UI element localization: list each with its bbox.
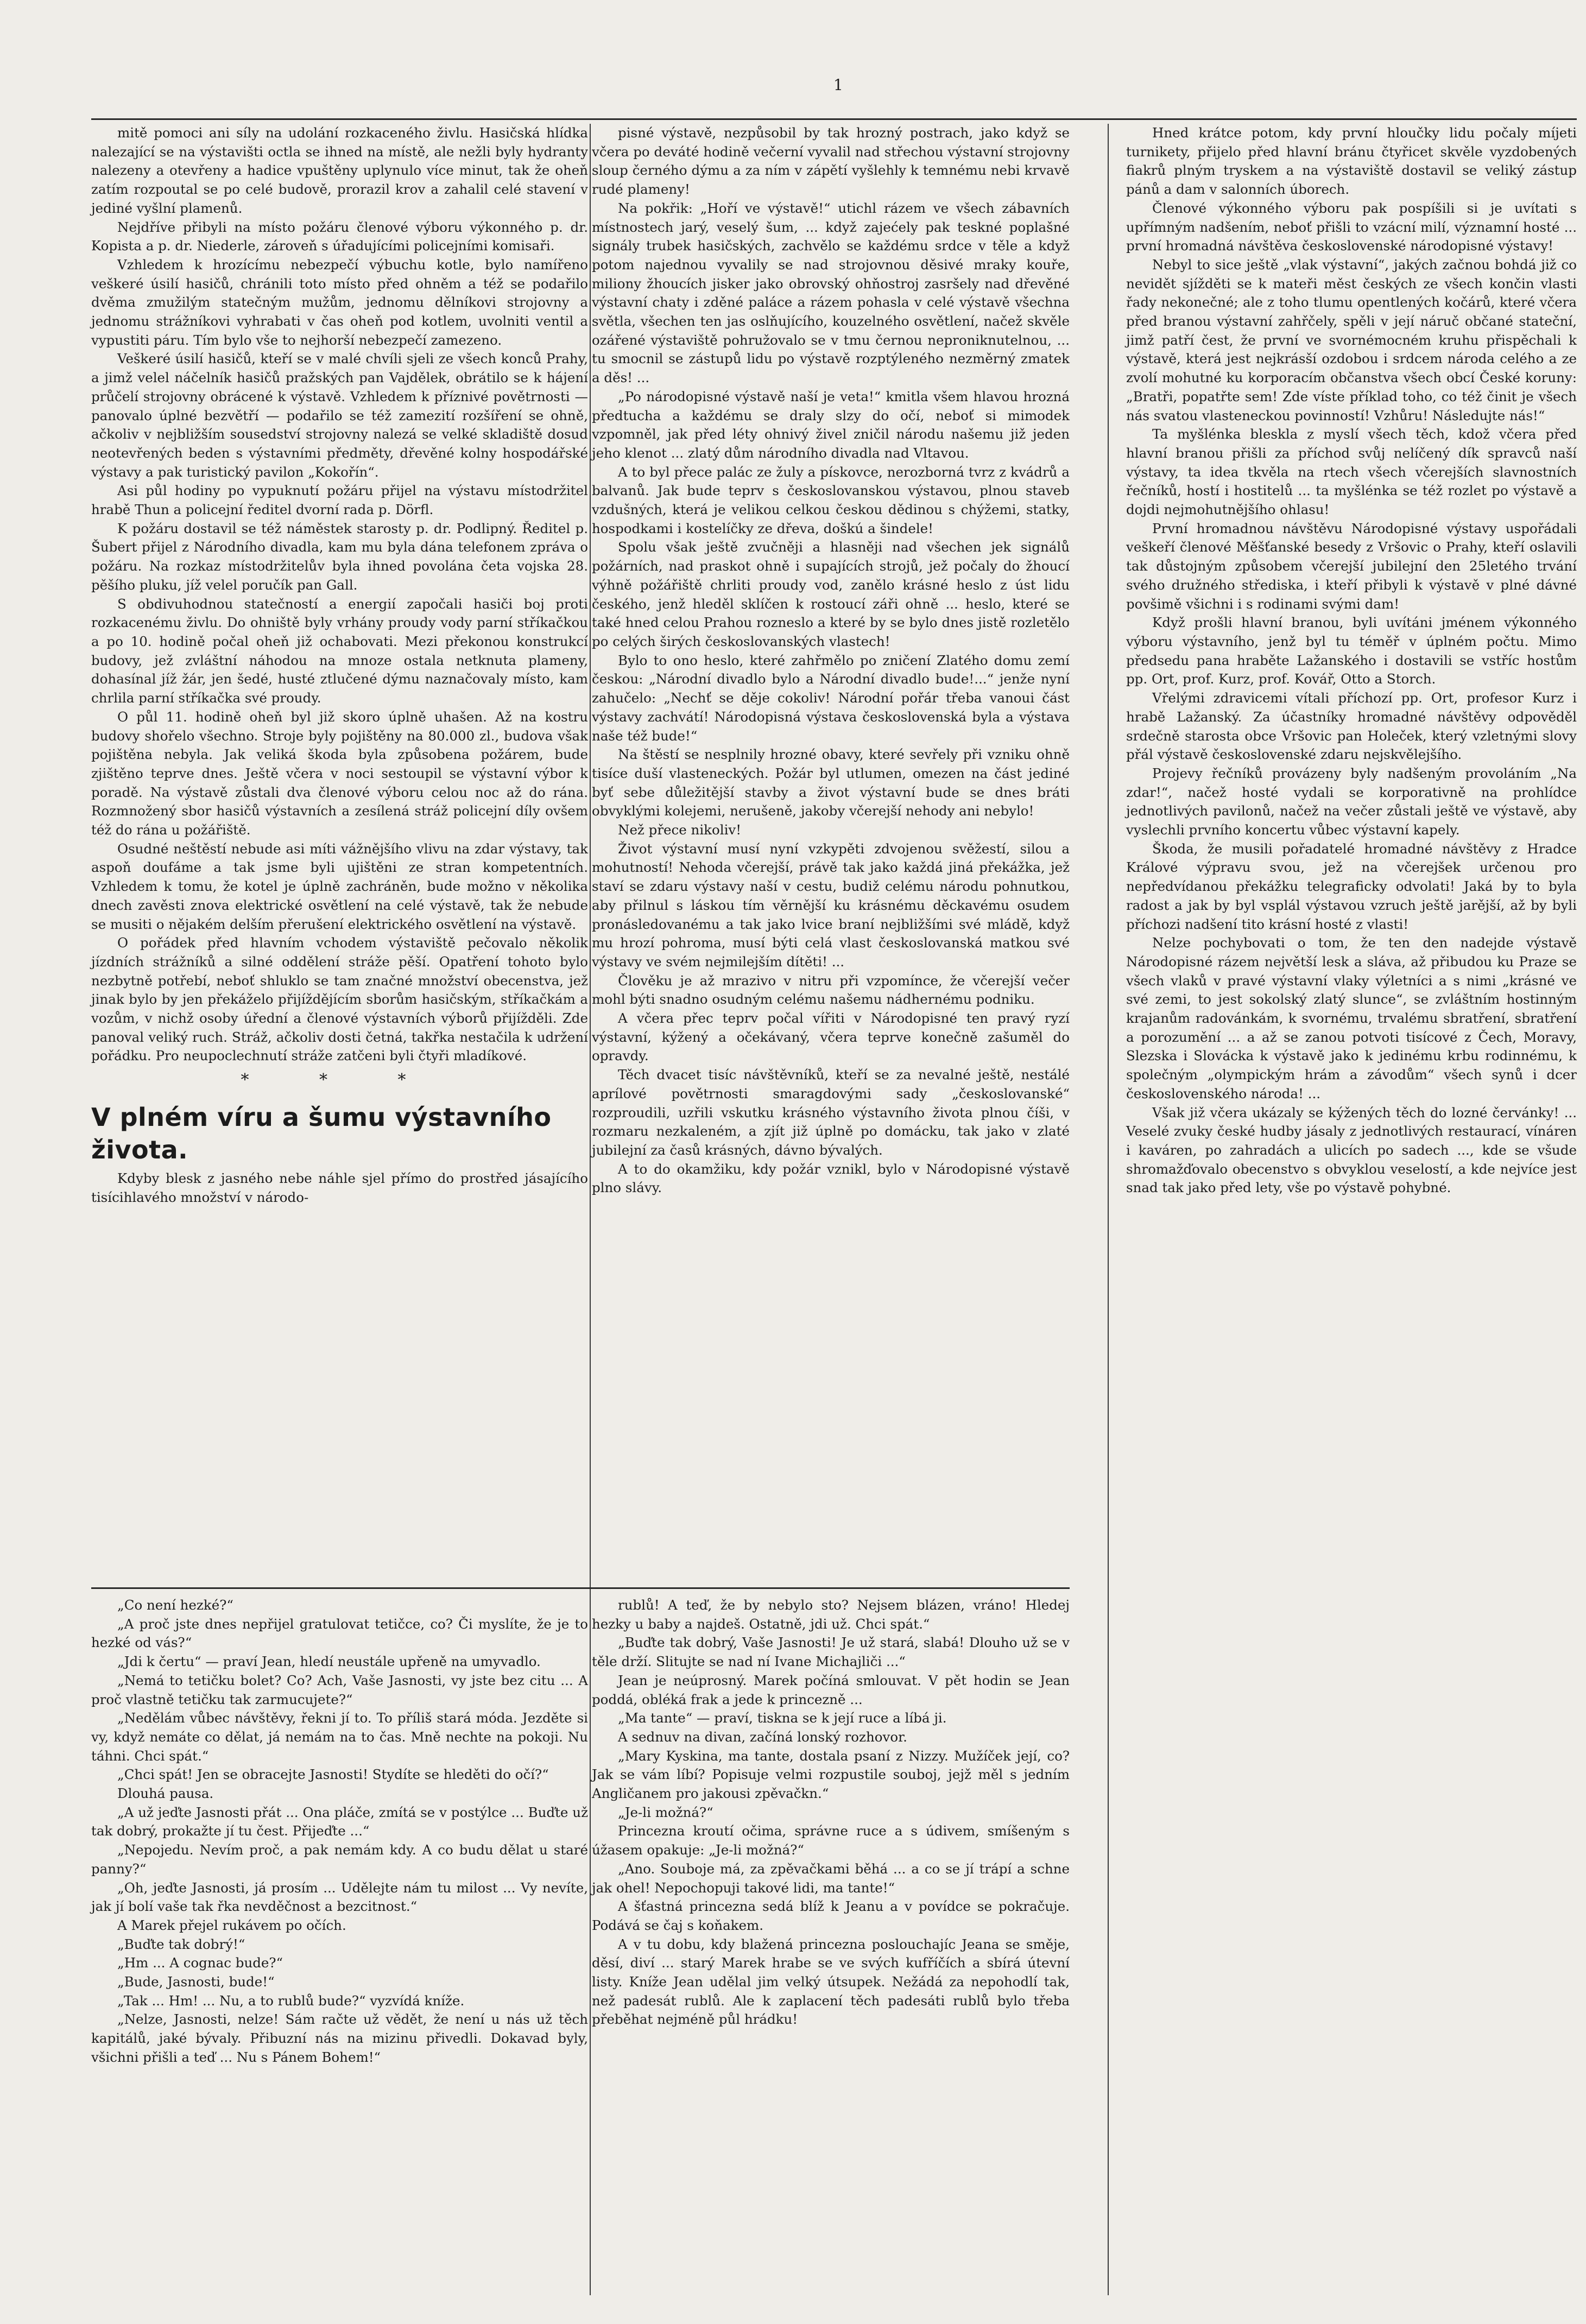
paragraph: A to byl přece palác ze žuly a pískovce, nerozborná tvrz z kvádrů a balvanů. Jak bude teprv s českoslovanskou výstavou, plnou staveb vzdušných, která je velikou celkou českou dědinou s chýžemi, statky, hospodkami i kostelíčky ze dřeva, doškú a šindele!	[592, 464, 1070, 536]
paragraph: „Po národopisné výstavě naší je veta!“ kmitla všem hlavou hrozná předtucha a každému se draly slzy do očí, neboť si mimodek vzpomněl, jak před léty ohnivý živel zničil národu našemu již jeden jeho klenot ... zlatý dům národního divadla nad Vltavou.	[592, 388, 1070, 461]
paragraph: O pořádek před hlavním vchodem výstaviště pečovalo několik jízdních strážníků a silné oddělení stráže pěší. Opatření tohoto bylo nezbytně potřebí, neboť shluklo se tam značné množství obecenstva, jež jinak bylo by jen překáželo přijíždějícím sborům hasičským, stříkačkám a vozům, v nichž osoby úřední a členové výstavních výborů přijížděli. Zde panoval veliký ruch. Stráž, ačkoliv dosti četná, takřka nestačila k udržení pořádku. Pro neupoclechnutí stráže zatčeni byli čtyři mladíkové.	[91, 935, 588, 1064]
column-rule-2	[1108, 124, 1109, 2295]
paragraph: Kdyby blesk z jasného nebe náhle sjel přímo do prostřed jásajícího tisícihlavého množství v národo-	[91, 1170, 588, 1205]
paragraph: „A proč jste dnes nepřijel gratulovat tetičce, co? Či myslíte, že je to hezké od vás?“	[91, 1616, 588, 1651]
paragraph: „Mary Kyskina, ma tante, dostala psaní z Nizzy. Mužíček její, co? Jak se vám líbí? Popisuje velmi rozpustile souboj, jejž měl s jedním Angličanem pro jakousi zpěvačkn.“	[592, 1747, 1070, 1802]
paragraph: Těch dvacet tisíc návštěvníků, kteří se za nevalné ještě, nestálé aprílové povětrnosti smaragdovými sady „českoslovanské“ rozproudili, uzřili vskutku krásného výstavního života plnou číši, v rozmaru nezkaleném, a zjít již úplně po domácku, tak jako v zlaté jubilejní za časů krásných, dávno bývalých.	[592, 1067, 1070, 1158]
paragraph: „A už jeďte Jasnosti přát ... Ona pláče, zmítá se v postýlce ... Buďte už tak dobrý, prokažte jí tu čest. Přijeďte ...“	[91, 1804, 588, 1839]
paragraph: „Co není hezké?“	[117, 1597, 233, 1613]
paragraph: Na pokřik: „Hoří ve výstavě!“ utichl rázem ve všech zábavních místnostech jarý, veselý šum, ... když zajećely pak teskné poplašné signály trubek hasičských, zachvělo se každému srdce v těle a když potom najednou vyvalily se nad strojovnou děsivé mraky kouře, miliony žhoucích jisker jako obrovský ohňostroj zasršely nad dřevěné výstavní chaty i zděné paláce a rázem pohasla v celé výstavě všechna světla, všechen ten jas oslňujícího, kouzelného osvětlení, načež skvěle ozářené výstaviště pohružovalo se v tmu černou neproniknutelnou, ... tu smocnil se zástupů lidu po výstavě rozptýleného nezměrný zmatek a děs! ...	[592, 200, 1070, 386]
paragraph: Spolu však ještě zvučněji a hlasněji nad všechen jek signálů požárních, nad praskot ohně i supajících strojů, jež počaly do žhoucí výhně požářiště chrliti proudy vod, zanělo krásné heslo z úst lidu českého, jenž hleděl sklíčen k rostoucí záři ohně ... heslo, které se také hned celou Prahou rozneslo a které by se bylo dnes jistě rozletělo po celých širých českoslovanských vlastech!	[592, 539, 1070, 649]
paragraph: „Hm ... A cognac bude?“	[117, 1955, 283, 1971]
paragraph: Veškeré úsilí hasičů, kteří se v malé chvíli sjeli ze všech konců Prahy, a jimž velel náčelník hasičů pražských pan Vajdělek, obrátilo se k hájení průčelí strojovny obrácené k výstavě. Vzhledem k příznivé povětrnosti — panovalo úplné bezvětří — podařilo se též zamezití rozšíření se ohně, ačkoliv v nejbližším sousedství strojovny nalezá se velké skladiště dosud neotevřených beden s výstavními předměty, dřevěné kolny hospodářské výstavy a pak turistický pavilon „Kokořín“.	[91, 351, 588, 480]
paragraph: Dlouhá pausa.	[117, 1785, 214, 1802]
paragraph: „Jdi k čertu“ — praví Jean, hledí neustále upřeně na umyvadlo.	[117, 1654, 541, 1670]
paragraph: „Nelze, Jasnosti, nelze! Sám račte už vědět, že není u nás už těch kapitálů, jaké bývaly. Přibuzní nás na mizinu přivedli. Dokavad byly, všichni přišli a teď ... Nu s Pánem Bohem!“	[91, 2011, 588, 2065]
paragraph: rublů! A teď, že by nebylo sto? Nejsem blázen, vráno! Hledej hezky u baby a najdeš. Ostatně, jdi už. Chci spát.“	[592, 1597, 1070, 1632]
column-1	[91, 124, 588, 1207]
paragraph: Vřelými zdravicemi vítali příchozí pp. Ort, profesor Kurz i hrabě Lažanský. Za účastníky hromadné návštěvy odpověděl srdečně starosta obce Vršovic pan Holeček, který vzletnými slovy přál výstavě československé zdaru nejskvělejšího.	[1126, 690, 1577, 763]
paragraph: „Tak ... Hm! ... Nu, a to rublů bude?“ vyzvídá kníže.	[117, 1992, 465, 2009]
paragraph: „Nedělám vůbec návštěvy, řekni jí to. To příliš stará móda. Jezděte si vy, když nemáte co dělat, já nemám na to čas. Mně nechte na pokoji. Nu táhni. Chci spát.“	[91, 1710, 588, 1764]
paragraph: Když prošli hlavní branou, byli uvítáni jménem výkonného výboru výstavního, jenž byl tu téměř v úplném počtu. Mimo předsedu pana hraběte Lažanského i dostavili se vstříc hostům pp. Ort, prof. Kurz, prof. Kovář, Otto a Storch.	[1126, 615, 1577, 687]
paragraph: „Chci spát! Jen se obracejte Jasnosti! Stydíte se hleděti do očí?“	[117, 1766, 549, 1783]
feuilleton-rule	[91, 1587, 1070, 1589]
paragraph: „Oh, jeďte Jasnosti, já prosím ... Udělejte nám tu milost ... Vy nevíte, jak jí bolí vaše tak řka nevděčnost a bezcitnost.“	[91, 1879, 588, 1915]
paragraph: A sednuv na divan, začíná lonský rozhovor.	[618, 1728, 907, 1745]
paragraph: Ta myšlénka bleskla z myslí všech těch, kdož včera před hlavní branou přišli za příchod svůj nelíčený dík spravců naší výstavy, ta idea tkvěla na rtech všech včerejších slavnostních řečníků, hostí i hostitelů ... ta myšlénka se též rozlet po výstavě a dojdi nejmohutnějšího ohlasu!	[1126, 426, 1577, 518]
paragraph: První hromadnou návštěvu Národopisné výstavy uspořádali veškeří členové Měšťanské besedy z Vršovic o Prahy, kteří oslavili tak důstojným způsobem včerejší jubilejní den 25letého trvání svého družného střediska, i kteří přibyli k výstavě v plné dávné povšimě všichni i s rodinami svými dam!	[1126, 520, 1577, 612]
paragraph: „Nepojedu. Nevím proč, a pak nemám kdy. A co budu dělat u staré panny?“	[91, 1842, 588, 1877]
paragraph: Na štěstí se nesplnily hrozné obavy, které sevřely při vzniku ohně tisíce duší vlasteneckých. Požár byl utlumen, omezen na část jediné byť sebe důležitější stavby a život výstavní bude se dnes bráti obvyklými kolejemi, nerušeně, jakoby včerejší nehody ani nebylo!	[592, 746, 1070, 819]
top-rule	[91, 118, 1577, 120]
paragraph: Vzhledem k hrozícímu nebezpečí výbuchu kotle, bylo namířeno veškeré úsilí hasičů, chránili toto místo před ohněm a též se podařilo dvěma zmužilým statečným mužům, jednomu dělníkovi strojovny a jednomu strážníkovi vyhrabati v čas oheň pod kotlem, uvolniti ventil a vypustiti páru. Tím bylo vše to nejhorší nebezpečí zamezeno.	[91, 256, 588, 348]
paragraph: Škoda, že musili pořadatelé hromadné návštěvy z Hradce Králové výpravu svou, jež na včerejšek určenou pro nepředvídanou překážku telegraficky odvolati! Jaká by to byla radost a jak by byl vsplál výstavou vzruch ještě jarější, až by byli příchozi nadšení tito krásní hosté z vlasti!	[1126, 840, 1577, 932]
paragraph: „Ano. Souboje má, za zpěvačkami běhá ... a co se jí trápí a schne jak ohel! Nepochopuji takové lidi, ma tante!“	[592, 1860, 1070, 1896]
paragraph: Osudné neštěstí nebude asi míti vážnějšího vlivu na zdar výstavy, tak aspoň doufáme a tak jsme byli ujištěni ze stran kompetentních. Vzhledem k tomu, že kotel je úplně zachráněn, bude možno v několika dnech zavěsti znova elektrické osvětlení na celé výstavě, tak že nebude se musiti o nějakém delším přerušení elektrického osvětlení na výstavě.	[91, 840, 588, 932]
column-3	[1126, 124, 1577, 1198]
paragraph: pisné výstavě, nezpůsobil by tak hrozný postrach, jako když se včera po deváté hodině večerní vyvalil nad střechou výstavní strojovny sloup černého dýmu a za ním v zápětí vyšlehly k temnému nebi krvavě rudé plameny!	[592, 125, 1070, 198]
paragraph: Asi půl hodiny po vypuknutí požáru přijel na výstavu místodržitel hrabě Thun a policejní ředitel dvorní rada p. Dörfl.	[91, 483, 588, 518]
paragraph: „Ma tante“ — praví, tiskna se k její ruce a líbá ji.	[618, 1710, 947, 1726]
feuilleton-left	[91, 1596, 588, 2067]
paragraph: Však již včera ukázaly se kýžených těch do lozné červánky! ... Veselé zvuky české hudby jásaly z jednotlivých restaurací, vínáren i kaváren, po zahradách a ulicích po sadech ..., kde se všude shromažďovalo obecenstvo s obvyklou veselostí, a kde nejvíce jest snad tak jako před lety, vše po výstavě pohybné.	[1126, 1104, 1577, 1196]
feuilleton-right	[592, 1596, 1070, 2029]
paragraph: S obdivuhodnou statečností a energií započali hasiči boj proti rozkacenému živlu. Do ohniště byly vrhány proudy vody parní stříkačkou a po 10. hodině počal oheň již ochabovati. Mezi překonou konstrukcí budovy, jež zvláštní náhodou na mnoze ostala netknuta plameny, dohasínal jíž žár, jen šedé, husté ztlučené dýmu naznačovaly místo, kam chrlila parní stříkačka své proudy.	[91, 596, 588, 706]
paragraph: „Bude, Jasnosti, bude!“	[117, 1974, 275, 1990]
section-divider-stars: * * *	[241, 1071, 439, 1090]
paragraph: Jean je neúprosný. Marek počíná smlouvat. V pět hodin se Jean poddá, obléká frak a jede k princezně ...	[592, 1672, 1070, 1707]
page-mark: 1	[833, 76, 843, 94]
paragraph: Nejdříve přibyli na místo požáru členové výboru výkonného p. dr. Kopista a p. dr. Niederle, zároveň s úřadujícími policejními komisaři.	[91, 219, 588, 254]
paragraph: A to do okamžiku, kdy požár vznikl, bylo v Národopisné výstavě plno slávy.	[592, 1161, 1070, 1196]
paragraph: mitě pomoci ani síly na udolání rozkaceného živlu. Hasičská hlídka nalezající se na výstavišti octla se ihned na místě, ale nežli byly hydranty nalezeny a otevřeny a hadice vpuštěny uplynulo více minut, tak že oheň zatím rozpoutal se po celé budově, prorazil krov a zahalil celé stavení v jediné vyšlní plamenů.	[91, 125, 588, 216]
paragraph: „Buďte tak dobrý, Vaše Jasnosti! Je už stará, slabá! Dlouho už se v těle drží. Slitujte se nad ní Ivane Michajliči ...“	[592, 1635, 1070, 1670]
paragraph: Princezna kroutí očima, správne ruce a s údivem, smíšeným s úžasem opakuje: „Je-li možná?“	[592, 1823, 1070, 1858]
paragraph: Hned krátce potom, kdy první hloučky lidu počaly míjeti turnikety, přijelo před hlavní bránu čtyřicet skvěle vyzdobených fiakrů plným tryskem a na výstaviště dostavil se veliký zástup pánů a dam v salonních úborech.	[1126, 125, 1577, 198]
column-rule-1	[590, 124, 591, 2295]
paragraph: Členové výkonného výboru pak pospíšili si je uvítati s upřímným nadšením, neboť přišli to vzácní milí, významní hosté ... první hromadná návštěva československé národopisné výstavy!	[1126, 200, 1577, 254]
paragraph: A šťastná princezna sedá blíž k Jeanu a v povídce se pokračuje. Podává se čaj s koňakem.	[592, 1898, 1070, 1933]
paragraph: „Nemá to tetičku bolet? Co? Ach, Vaše Jasnosti, vy jste bez citu ... A proč vlastně tetičku tak zarmucujete?“	[91, 1672, 588, 1707]
paragraph: Člověku je až mrazivo v nitru při vzpomínce, že včerejší večer mohl býti snadno osudným celému našemu nádhernému podniku.	[592, 972, 1070, 1008]
paragraph: Bylo to ono heslo, které zahřmělo po zničení Zlatého domu zemí českou: „Národní divadlo bylo a Národní divadlo bude!...“ jenže nyní zahučelo: „Nechť se děje cokoliv! Národní pořár třeba vanoui část výstavy zachvátí! Národopisná výstava československá byla a výstava naše též bude!“	[592, 652, 1070, 744]
paragraph: Nelze pochybovati o tom, že ten den nadejde výstavě Národopisné rázem největší lesk a sláva, až přibudou ku Praze se všech vlaků v pravé výstavní vlaky výletníci a s nimi „krásné ve své zemi, to jest sokolský zlatý slunce“, se zvláštním hostinným krajanům radovánkám, k svornému, trvalému sbratření, sbratření a porozumění ... a až se zanou potvoti tisícové z Čech, Moravy, Slezska i Slovácka k výstavě jako k jedinému krbu rodinnému, k společným „olympickým hrám a závodům“ všech synů i dcer československého národa! ...	[1126, 935, 1577, 1101]
paragraph: Projevy řečníků provázeny byly nadšeným provoláním „Na zdar!“, načež hosté vydali se korporativně na prohlídce jednotlivých pavilonů, načež na večer zůstali ještě ve výstavě, aby vyslechli prvního koncertu vůbec výstavní kapely.	[1126, 765, 1577, 838]
paragraph: „Buďte tak dobrý!“	[117, 1936, 245, 1952]
paragraph: K požáru dostavil se též náměstek starosty p. dr. Podlipný. Ředitel p. Šubert přijel z Národního divadla, kam mu byla dána telefonem zpráva o požáru. Na rozkaz místodržitelův byla ihned povolána četa vojska 28. pěšího pluku, jíž velel poručík pan Gall.	[91, 520, 588, 593]
paragraph: Život výstavní musí nyní vzkypěti zdvojenou svěžestí, silou a mohutností! Nehoda včerejší, právě tak jako každá jiná překážka, jež staví se zdaru výstavy naší v cestu, budiž celému národu pohnutkou, aby přilnul s láskou tím věrnější ku krásnému děckavému osudem pronásledovanému a tak jako lvice braní nejbližšími své mládě, když mu hrozí pohroma, musí býti celá vlast českoslovanská matkou své výstavy ve svém nejmilejším dítěti! ...	[592, 840, 1070, 970]
article-heading: V plném víru a šumu výstavního života.	[91, 1102, 552, 1164]
paragraph: O půl 11. hodině oheň byl již skoro úplně uhašen. Až na kostru budovy shořelo všechno. Stroje byly pojištěny na 80.000 zl., budova však pojištěna nebyla. Jak veliká škoda byla způsobena požárem, bude zjištěno teprve dnes. Ještě včera v noci sestoupil se výstavní výbor k poradě. Na výstavě zůstali dva členové výboru celou noc až do rána. Rozmnožený sbor hasičů výstavních a zesílená stráž policejní díly ovšem též do rána u požářiště.	[91, 708, 588, 838]
paragraph: A včera přec teprv počal vířiti v Národopisné ten pravý ryzí výstavní, kýžený a očekávaný, včera teprve konečně zašuměl do opravdy.	[592, 1010, 1070, 1064]
paragraph: „Je-li možná?“	[618, 1804, 713, 1820]
column-2	[592, 124, 1070, 1198]
paragraph: Než přece nikoliv!	[618, 822, 742, 838]
paragraph: A v tu dobu, kdy blažená princezna poslouchajíc Jeana se směje, děsí, diví ... starý Marek hrabe se ve svých kufříčích a sbírá útevní listy. Kníže Jean udělal jim velký útsupek. Nežádá za nepohodlí tak, než padesát rublů. Ale k zaplacení těch padesáti rublů bylo třeba přeběhat nejméně půl hrádku!	[592, 1936, 1070, 2028]
paragraph: Nebyl to sice ještě „vlak výstavní“, jakých začnou bohdá již co nevidět sjížděti se k mateři měst českých ze všech končin vlasti řady nekonečné; ale z toho tlumu opentlených kočárů, které včera před branou výstavní zahřčely, spěli v její náruč občané stateční, jimž patří čest, že první ve svornémocném kruhu přispěchali k výstavě, která jest nejkrásší ozdobou i srdcem národa celého a ze zvolí mohutné ku korporacím občanstva všech obcí České koruny: „Bratři, popatřte sem! Zde víste příklad toho, co též činit je všech nás svatou vlasteneckou povinností! Vzhůru! Následujte nás!“	[1126, 256, 1577, 423]
paragraph: A Marek přejel rukávem po očích.	[117, 1917, 346, 1933]
